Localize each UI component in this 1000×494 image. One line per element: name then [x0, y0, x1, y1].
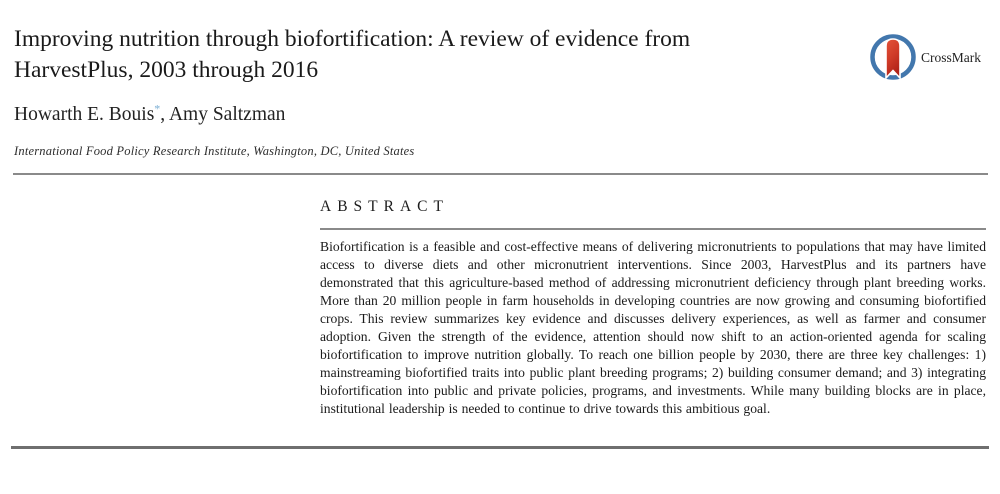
abstract-section	[320, 198, 986, 418]
abstract-heading-rule	[320, 228, 986, 230]
paper-title-line1: Improving nutrition through biofortification: A review of evidence from	[14, 26, 691, 52]
author-name-2: , Amy Saltzman	[160, 104, 286, 125]
header-divider-rule	[13, 173, 988, 175]
affiliation-line: International Food Policy Research Institute, Washington, DC, United States	[14, 144, 415, 158]
crossmark-badge[interactable]	[868, 32, 981, 84]
author-name-1: Howarth E. Bouis	[14, 104, 155, 125]
crossmark-label: CrossMark	[921, 50, 981, 65]
paper-title-line2: HarvestPlus, 2003 through 2016	[14, 57, 319, 83]
corresponding-author-footnote-link[interactable]: *	[154, 101, 161, 116]
paper-title	[14, 24, 844, 86]
abstract-heading: ABSTRACT	[320, 198, 449, 215]
crossmark-icon	[868, 32, 918, 84]
footer-divider-rule	[11, 446, 989, 449]
abstract-text: Biofortification is a feasible and cost-effective means of delivering micronutrients to populations that may have limited access to diverse diets and other micronutrient interventions. Since 2003, HarvestPlus and its partners have demonstrated that this agriculture-based method of addressing micronutrient deficiency through plant breeding works. More than 20 million people in farm households in developing countries are now growing and consuming biofortified crops. This review summarizes key evidence and discusses delivery experiences, as well as farmer and consumer adoption. Given the strength of the evidence, attention should now shift to an action-oriented agenda for scaling biofortification to improve nutrition globally. To reach one billion people by 2030, there are three key challenges: 1) mainstreaming biofortified traits into public plant breeding programs; 2) building consumer demand; and 3) integrating biofortification into public and private policies, programs, and investments. While many building blocks are in place, institutional leadership is needed to continue to drive towards this ambitious goal.	[320, 239, 986, 416]
author-line	[14, 101, 286, 126]
